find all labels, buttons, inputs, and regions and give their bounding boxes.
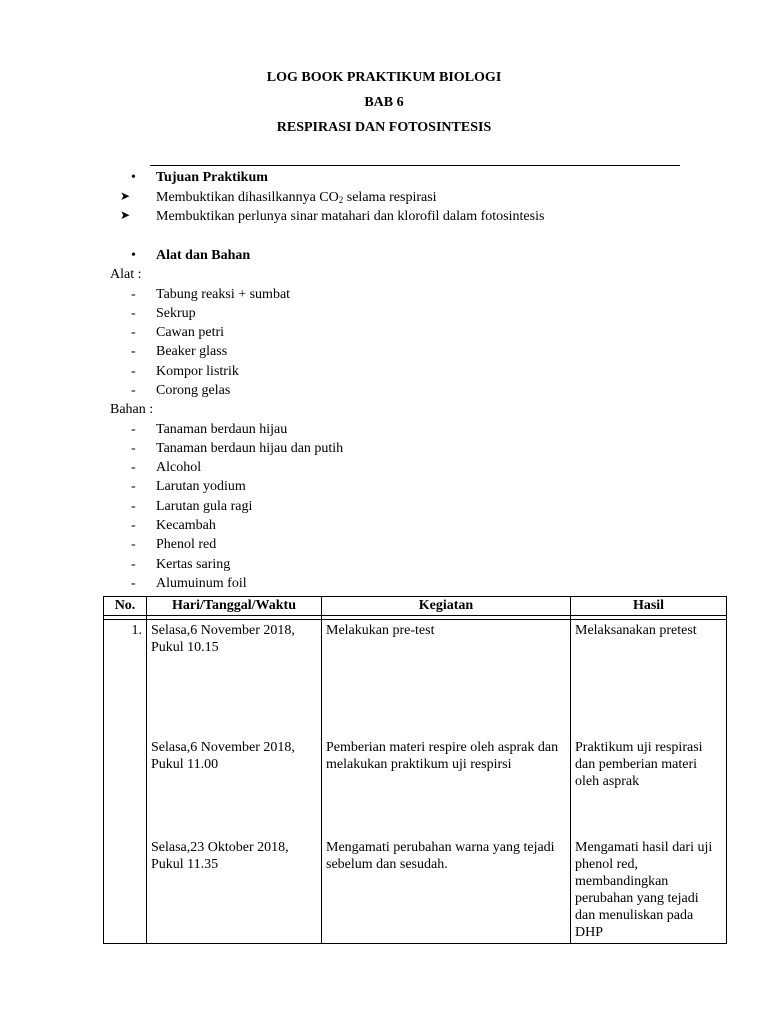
bullet-icon: •	[131, 170, 136, 185]
row-hasil: Melaksanakan pretest	[571, 620, 727, 737]
row-waktu: Selasa,6 November 2018, Pukul 11.00	[147, 737, 322, 837]
row-hasil: Praktikum uji respirasi dan pemberian materi oleh asprak	[571, 737, 727, 837]
arrow-bullet-icon: ➤	[120, 208, 131, 222]
bahan-label: Bahan :	[110, 402, 154, 417]
alat-item: - Sekrup	[131, 306, 196, 321]
row-kegiatan: Melakukan pre-test	[322, 620, 571, 737]
row-no	[104, 837, 147, 944]
bahan-item: - Phenol red	[131, 537, 217, 552]
chapter-label: BAB 6	[364, 95, 404, 110]
table-row	[104, 620, 727, 737]
document-title: LOG BOOK PRAKTIKUM BIOLOGI	[266, 70, 502, 85]
alat-item: - Tabung reaksi + sumbat	[131, 287, 291, 302]
bahan-item: - Tanaman berdaun hijau	[131, 422, 288, 437]
header-no: No.	[104, 597, 147, 616]
table-header-row	[104, 597, 727, 616]
alat-item: - Cawan petri	[131, 325, 225, 340]
row-waktu: Selasa,6 November 2018, Pukul 10.15	[147, 620, 322, 737]
header-waktu: Hari/Tanggal/Waktu	[147, 597, 322, 616]
title-divider	[150, 165, 680, 166]
bahan-item: - Larutan yodium	[131, 479, 246, 494]
row-kegiatan: Mengamati perubahan warna yang tejadi sebelum dan sesudah.	[322, 837, 571, 944]
alat-item: - Kompor listrik	[131, 364, 239, 379]
row-no	[104, 737, 147, 837]
tujuan-item-2: ➤ Membuktikan perlunya sinar matahari dan klorofil dalam fotosintesis	[120, 208, 545, 224]
alat-item: - Corong gelas	[131, 383, 231, 398]
tujuan-item-1: ➤ Membuktikan dihasilkannya $CO_2$ selama respirasi	[120, 189, 437, 205]
log-table	[103, 596, 727, 944]
alat-label: Alat :	[110, 267, 142, 282]
row-no: 1.	[104, 620, 147, 737]
table-row	[104, 837, 727, 944]
bahan-item: - Kertas saring	[131, 557, 231, 572]
bahan-item: - Alcohol	[131, 460, 202, 475]
bahan-item: - Tanaman berdaun hijau dan putih	[131, 441, 344, 456]
bahan-item: - Larutan gula ragi	[131, 499, 253, 514]
arrow-bullet-icon: ➤	[120, 189, 131, 203]
alat-bahan-heading: • Alat dan Bahan	[131, 248, 251, 263]
header-kegiatan: Kegiatan	[322, 597, 571, 616]
table-row	[104, 737, 727, 837]
row-waktu: Selasa,23 Oktober 2018, Pukul 11.35	[147, 837, 322, 944]
chapter-title: RESPIRASI DAN FOTOSINTESIS	[276, 120, 492, 135]
bahan-item: - Kecambah	[131, 518, 216, 533]
row-hasil: Mengamati hasil dari uji phenol red, membandingkan perubahan yang tejadi dan menuliskan pada DHP	[571, 837, 727, 944]
tujuan-heading: • Tujuan Praktikum	[131, 170, 268, 185]
bahan-item: - Alumuinum foil	[131, 576, 247, 591]
row-kegiatan: Pemberian materi respire oleh asprak dan melakukan praktikum uji respirsi	[322, 737, 571, 837]
header-hasil: Hasil	[571, 597, 727, 616]
bullet-icon: •	[131, 248, 136, 263]
alat-item: - Beaker glass	[131, 344, 228, 359]
